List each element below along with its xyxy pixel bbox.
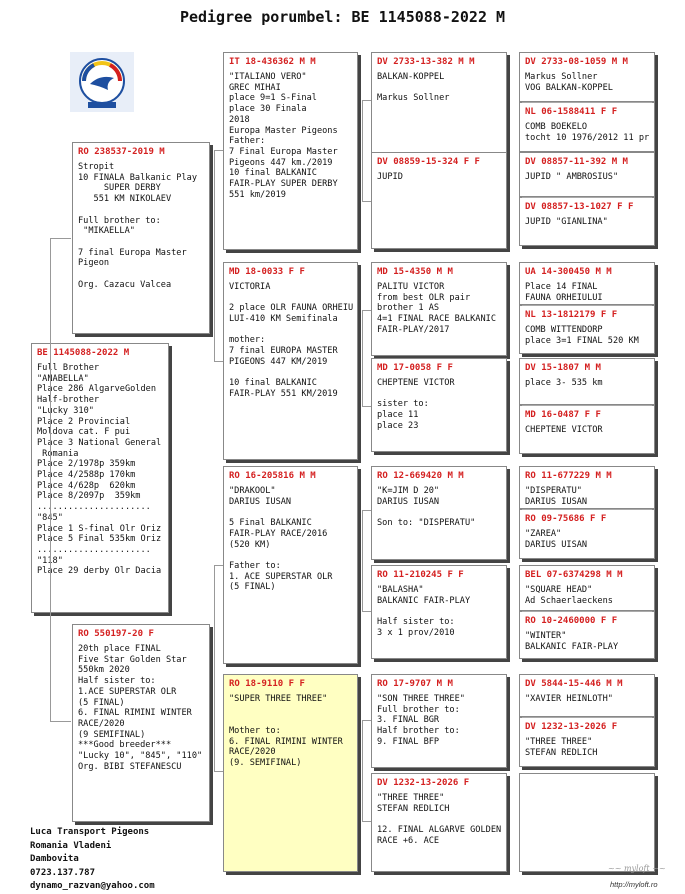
pigeon-info-line: ...................... xyxy=(37,544,151,555)
ring-number: DV 1232-13-2026 F xyxy=(525,722,618,732)
great-great-grandparent-card xyxy=(519,509,655,559)
pigeon-info-line: place 9=1 S-Final xyxy=(229,93,317,104)
pigeon-info-line: GREC MIHAI xyxy=(229,82,281,93)
pigeon-info-line: ...................... xyxy=(37,502,151,513)
pigeon-info-line: 4=1 FINAL RACE BALKANIC xyxy=(377,314,496,325)
ring-number: IT 18-436362 M M xyxy=(229,57,316,67)
ring-number: RO 17-9707 M M xyxy=(377,679,453,689)
pigeon-info-line: STEFAN REDLICH xyxy=(377,803,450,814)
pigeon-info-line: place 3- 535 km xyxy=(525,378,603,388)
great-great-grandparent-card xyxy=(519,405,655,454)
great-grandparent-card xyxy=(371,773,507,872)
pigeon-info-line: from best OLR pair xyxy=(377,292,471,303)
pigeon-info-line: 10 final BALKANIC xyxy=(229,168,317,179)
pigeon-info-line xyxy=(229,293,352,304)
ring-number: DV 08857-11-392 M M xyxy=(525,157,628,167)
great-great-grandparent-card xyxy=(519,717,655,767)
pigeon-info-line: Half-brother xyxy=(37,395,100,406)
pigeon-info-line xyxy=(229,550,352,561)
great-grandparent-card xyxy=(371,565,507,659)
pigeon-info-line: 7 final EUROPA MASTER xyxy=(229,346,338,357)
sire-card xyxy=(72,142,210,334)
pigeon-info-line: STEFAN REDLICH xyxy=(525,747,598,758)
grandparent-card xyxy=(223,52,358,250)
pigeon-info-line: Mother to: xyxy=(229,726,281,737)
pigeon-info-line: "MIKAELLA" xyxy=(78,226,135,237)
pigeon-info-line: Europa Master Pigeons xyxy=(229,125,338,136)
pigeon-info-line: PALITU VICTOR xyxy=(377,282,445,292)
pigeon-info-line: 2 place OLR FAUNA ORHEIU xyxy=(229,303,354,314)
pigeon-info-line: Full brother to: xyxy=(78,215,161,226)
divider xyxy=(522,717,652,718)
pedigree-connector xyxy=(362,720,371,822)
great-grandparent-card xyxy=(371,152,507,249)
divider xyxy=(522,102,652,103)
ring-number: RO 18-9110 F F xyxy=(229,679,305,689)
pigeon-info-line: place 3=1 FINAL 520 KM xyxy=(525,335,639,346)
pedigree-connector xyxy=(362,510,371,612)
pigeon-info-line: "Lucky 10", "845", "110" xyxy=(78,751,203,762)
pigeon-info-line: RACE +6. ACE xyxy=(377,835,440,846)
pigeon-info-line: DARIUS IUSAN xyxy=(377,496,440,507)
ring-number: RO 11-210245 F F xyxy=(377,570,464,580)
contact-line: 0723.137.787 xyxy=(30,867,96,878)
pigeon-info-line: CHEPTENE VICTOR xyxy=(377,378,455,388)
pigeon-info-line xyxy=(78,205,204,216)
pigeon-info-line: FAIR-PLAY RACE/2016 xyxy=(229,528,328,539)
pigeon-info-line: Place 5 Final 535km Oriz xyxy=(37,534,162,545)
dam-card xyxy=(72,624,210,822)
contact-line: Dambovita xyxy=(30,854,79,865)
pigeon-info-line: 551 KM NIKOLAEV xyxy=(78,194,172,205)
pigeon-info-line: Place 8/2097p 359km xyxy=(37,491,141,502)
ring-number: NL 13-1812179 F F xyxy=(525,310,618,320)
pigeon-info-line: tocht 10 1976/2012 11 pr xyxy=(525,132,650,143)
pigeon-info-line: Place 2 Provincial xyxy=(37,416,131,427)
site-url[interactable]: http://myloft.ro xyxy=(610,880,658,889)
pigeon-info-line: JUPID "GIANLINA" xyxy=(525,217,608,227)
pedigree-connector xyxy=(214,565,223,772)
great-great-grandparent-card xyxy=(519,466,655,509)
ring-number: RO 16-205816 M M xyxy=(229,471,316,481)
pigeon-info-line: sister to: xyxy=(377,399,429,410)
pigeon-info-line xyxy=(78,237,204,248)
pigeon-info-line xyxy=(229,368,352,379)
great-great-grandparent-card xyxy=(519,674,655,717)
pigeon-info-line: "ZAREA" xyxy=(525,529,562,539)
pigeon-info-line: 6. FINAL RIMINI WINTER xyxy=(229,736,343,747)
pigeon-info-line: Markus Sollner xyxy=(525,72,598,82)
ring-number: RO 238537-2019 M xyxy=(78,147,165,157)
pigeon-info-line: Father: xyxy=(229,136,266,147)
ring-number: DV 1232-13-2026 F xyxy=(377,778,470,788)
pigeon-info-line: 20th place FINAL xyxy=(78,644,161,654)
pigeon-info-line: mother: xyxy=(229,335,266,346)
divider xyxy=(522,305,652,306)
pigeon-info-line xyxy=(229,705,352,716)
pigeon-info-line: 2018 xyxy=(229,114,250,125)
pigeon-info-line: (5 FINAL) xyxy=(78,697,125,708)
pigeon-info-line: brother 1 AS xyxy=(377,303,440,314)
ring-number: UA 14-300450 M M xyxy=(525,267,612,277)
divider xyxy=(522,611,652,612)
pigeon-info-line: Half sister to: xyxy=(377,617,455,628)
pigeon-info-line: BALKANIC FAIR-PLAY xyxy=(525,641,619,652)
pigeon-info-line: "845" xyxy=(37,512,63,523)
pigeon-info-line xyxy=(229,325,352,336)
pigeon-info-line: PIGEONS 447 KM/2019 xyxy=(229,356,328,367)
ring-number: MD 18-0033 F F xyxy=(229,267,305,277)
pigeon-info-line xyxy=(377,606,501,617)
great-great-grandparent-card xyxy=(519,52,655,102)
pigeon-info-line: place 30 Finala xyxy=(229,104,307,115)
pigeon-info-line: 7 final Europa Master xyxy=(78,247,187,258)
signature: ~~ myloft ~~ xyxy=(608,864,666,873)
pigeon-info-line: Org. Cazacu Valcea xyxy=(78,279,172,290)
pigeon-info-line: 550km 2020 xyxy=(78,665,130,676)
pigeon-info-line: "XAVIER HEINLOTH" xyxy=(525,694,613,704)
pigeon-info-line: "DRAKOOL" xyxy=(229,486,276,496)
ring-number: BEL 07-6374298 M M xyxy=(525,570,623,580)
pigeon-info-line: "THREE THREE" xyxy=(377,793,445,803)
pigeon-info-line: 6. FINAL RIMINI WINTER xyxy=(78,708,192,719)
pigeon-info-line: JUPID xyxy=(377,172,403,182)
pedigree-connector xyxy=(214,150,223,362)
pigeon-info-line: Place 2/1978p 359km xyxy=(37,459,136,470)
pigeon-info-line: Pigeon xyxy=(78,258,110,269)
pigeon-info-line: Place 1 S-final Olr Oriz xyxy=(37,523,162,534)
pigeon-info-line: "K=JIM D 20" xyxy=(377,486,440,496)
pigeon-info-line xyxy=(229,715,352,726)
pedigree-connector xyxy=(362,100,371,202)
ring-number: DV 2733-13-382 M M xyxy=(377,57,475,67)
great-grandparent-card xyxy=(371,262,507,356)
pigeon-info-line: 10 FINALA Balkanic Play xyxy=(78,172,197,183)
pigeon-info-line xyxy=(229,507,352,518)
great-grandparent-card xyxy=(371,674,507,768)
pigeon-info-line: (9. SEMIFINAL) xyxy=(229,758,302,769)
great-great-grandparent-card xyxy=(519,565,655,611)
pigeon-info-line: BALKANIC FAIR-PLAY xyxy=(377,595,471,606)
ring-number: DV 2733-08-1059 M M xyxy=(525,57,628,67)
pigeon-info-line: Org. BIBI STEFANESCU xyxy=(78,761,182,772)
pigeon-info-line: RACE/2020 xyxy=(229,747,276,758)
great-great-grandparent-card xyxy=(519,611,655,659)
pigeon-info-line: place 23 xyxy=(377,420,419,431)
pigeon-info-line xyxy=(78,269,204,280)
ring-number: RO 550197-20 F xyxy=(78,629,154,639)
federation-logo xyxy=(70,52,134,112)
pigeon-info-line: 1.ACE SUPERSTAR OLR xyxy=(78,686,177,697)
pigeon-info-line: Five Star Golden Star xyxy=(78,654,187,665)
pigeon-info-line: 3 x 1 prov/2010 xyxy=(377,627,455,638)
pigeon-info-line xyxy=(377,83,501,94)
pigeon-info-line: Place 4/628p 620km xyxy=(37,480,136,491)
pigeon-info-line: Place 14 FINAL xyxy=(525,282,598,292)
pigeon-info-line: Son to: "DISPERATU" xyxy=(377,518,476,529)
pigeon-info-line: (520 KM) xyxy=(229,539,271,550)
pigeon-info-line: Place 4/2588p 170km xyxy=(37,470,136,481)
pigeon-info-line: 9. FINAL BFP xyxy=(377,736,440,747)
pigeon-info-line: Father to: xyxy=(229,560,281,571)
pigeon-info-line: 551 km/2019 xyxy=(229,189,286,200)
grandparent-card xyxy=(223,466,358,664)
pigeon-info-line: Stropit xyxy=(78,162,115,172)
great-grandparent-card xyxy=(371,466,507,560)
pigeon-info-line: 5 Final BALKANIC xyxy=(229,518,312,529)
pigeon-info-line: Place 29 derby Olr Dacia xyxy=(37,566,162,577)
pigeon-info-line: JUPID " AMBROSIUS" xyxy=(525,172,619,182)
pigeon-info-line: SUPER DERBY xyxy=(78,183,161,194)
pigeon-info-line: COMB WITTENDORP xyxy=(525,325,603,335)
great-grandparent-card xyxy=(371,358,507,452)
pigeon-info-line: "Lucky 310" xyxy=(37,405,94,416)
empty-ancestor-card xyxy=(519,773,655,872)
contact-email[interactable]: dynamo_razvan@yahoo.com xyxy=(30,881,155,892)
pigeon-info-line: "SUPER THREE THREE" xyxy=(229,694,328,704)
pigeon-info-line: (9 SEMIFINAL) xyxy=(78,729,146,740)
grandparent-card xyxy=(223,262,358,460)
contact-line: Luca Transport Pigeons xyxy=(30,827,150,837)
pigeon-info-line: FAUNA ORHEIULUI xyxy=(525,292,603,303)
pigeon-info-line: 3. FINAL BGR xyxy=(377,715,440,726)
ring-number: NL 06-1588411 F F xyxy=(525,107,618,117)
pigeon-info-line: VOG BALKAN-KOPPEL xyxy=(525,82,613,93)
pedigree-connector xyxy=(362,310,371,407)
pigeon-info-line: CHEPTENE VICTOR xyxy=(525,425,603,435)
pigeon-info-line: Full Brother xyxy=(37,363,100,373)
pigeon-info-line: 10 final BALKANIC xyxy=(229,378,317,389)
pigeon-info-line: FAIR-PLAY 551 KM/2019 xyxy=(229,388,338,399)
pigeon-info-line: DARIUS IUSAN xyxy=(229,496,292,507)
pedigree-connector xyxy=(50,238,71,722)
great-great-grandparent-card xyxy=(519,358,655,405)
great-great-grandparent-card xyxy=(519,102,655,152)
pigeon-info-line: Ad Schaerlaeckens xyxy=(525,595,613,606)
pigeon-info-line: "ITALIANO VERO" xyxy=(229,72,307,82)
pigeon-info-line: RACE/2020 xyxy=(78,718,125,729)
pigeon-info-line: Full brother to: xyxy=(377,704,460,715)
contact-line: Romania Vladeni xyxy=(30,840,112,851)
pigeon-info-line: 12. FINAL ALGARVE GOLDEN xyxy=(377,825,502,836)
ring-number: MD 16-0487 F F xyxy=(525,410,601,420)
pigeon-info-line: Markus Sollner xyxy=(377,93,450,104)
pigeon-info-line: Place 286 AlgarveGolden xyxy=(37,384,156,395)
pigeon-info-line: ***Good breeder*** xyxy=(78,740,172,751)
pigeon-info-line: "ANABELLA" xyxy=(37,373,89,384)
ring-number: RO 09-75686 F F xyxy=(525,514,607,524)
pigeon-info-line: Pigeons 447 km./2019 xyxy=(229,157,333,168)
pigeon-info-line: "BALASHA" xyxy=(377,585,424,595)
breeder-contact xyxy=(30,826,155,894)
ring-number: MD 15-4350 M M xyxy=(377,267,453,277)
page-title: Pedigree porumbel: BE 1145088-2022 M xyxy=(179,8,506,26)
pigeon-info-line: FAIR-PLAY/2017 xyxy=(377,324,450,335)
pigeon-info-line: DARIUS UISAN xyxy=(525,539,588,550)
pigeon-info-line xyxy=(377,814,501,825)
pigeon-info-line: FAIR-PLAY SUPER DERBY xyxy=(229,179,338,190)
pigeon-info-line xyxy=(377,507,501,518)
pigeon-info-line: "THREE THREE" xyxy=(525,737,593,747)
divider xyxy=(522,405,652,406)
pigeon-info-line: DARIUS IUSAN xyxy=(525,496,588,507)
pigeon-info-line: Place 3 National General xyxy=(37,437,162,448)
pigeon-info-line: 7 Final Europa Master xyxy=(229,146,338,157)
ring-number: DV 5844-15-446 M M xyxy=(525,679,623,689)
ring-number: DV 08859-15-324 F F xyxy=(377,157,480,167)
pigeon-info-line: VICTORIA xyxy=(229,282,271,292)
great-great-grandparent-card xyxy=(519,305,655,354)
pigeon-info-line: "DISPERATU" xyxy=(525,486,582,496)
pigeon-info-line: (5 FINAL) xyxy=(229,582,276,593)
divider xyxy=(522,509,652,510)
grandparent-card xyxy=(223,674,358,872)
ring-number: DV 08857-13-1027 F F xyxy=(525,202,634,212)
pigeon-info-line: COMB BOEKELO xyxy=(525,122,588,132)
great-great-grandparent-card xyxy=(519,262,655,305)
ring-number: RO 12-669420 M M xyxy=(377,471,464,481)
ring-number: RO 10-2460000 F F xyxy=(525,616,618,626)
pigeon-info-line: Moldova cat. F pui xyxy=(37,427,131,438)
pigeon-info-line: "SON THREE THREE" xyxy=(377,694,465,704)
ring-number: BE 1145088-2022 M xyxy=(37,348,130,358)
divider xyxy=(522,197,652,198)
pigeon-info-line: BALKAN-KOPPEL xyxy=(377,72,445,82)
pigeon-info-line: 1. ACE SUPERSTAR OLR xyxy=(229,571,333,582)
ring-number: DV 15-1807 M M xyxy=(525,363,601,373)
ring-number: RO 11-677229 M M xyxy=(525,471,612,481)
pigeon-info-line: Half sister to: xyxy=(78,676,156,687)
pigeon-info-line: place 11 xyxy=(377,410,419,421)
pigeon-info-line: "WINTER" xyxy=(525,631,567,641)
great-great-grandparent-card xyxy=(519,197,655,246)
pigeon-info-line: Half brother to: xyxy=(377,726,460,737)
pigeon-info-line: "118" xyxy=(37,555,63,566)
pigeon-info-line: Romania xyxy=(37,448,79,459)
great-grandparent-card xyxy=(371,52,507,155)
great-great-grandparent-card xyxy=(519,152,655,197)
pigeon-info-line: "SQUARE HEAD" xyxy=(525,585,593,595)
ring-number: MD 17-0058 F F xyxy=(377,363,453,373)
pigeon-info-line xyxy=(377,389,501,400)
pigeon-info-line: LUI-410 KM Semifinala xyxy=(229,314,338,325)
